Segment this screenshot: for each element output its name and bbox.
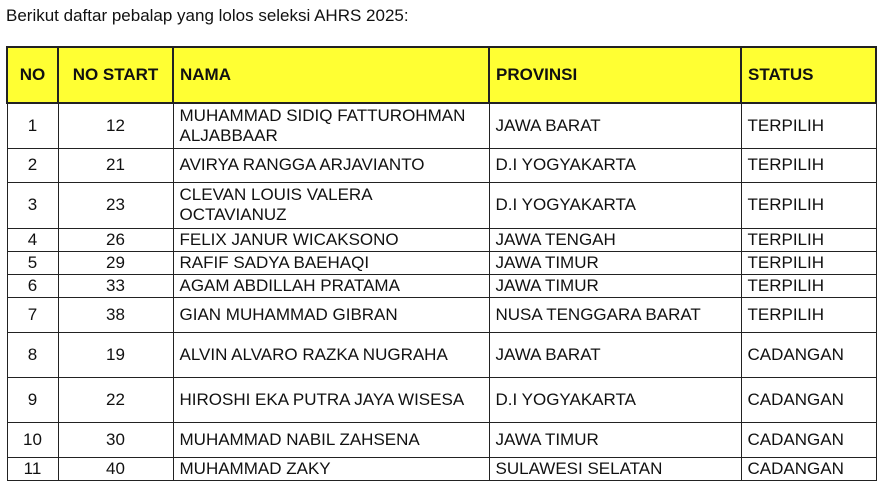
table-header — [7, 47, 876, 103]
header-provinsi: PROVINSI — [489, 47, 741, 103]
cell-nama: FELIX JANUR WICAKSONO — [173, 228, 489, 251]
table-row — [7, 103, 876, 148]
cell-no-start: 12 — [58, 103, 173, 148]
table-body — [7, 103, 876, 480]
cell-provinsi: D.I YOGYAKARTA — [489, 377, 741, 422]
cell-nama: GIAN MUHAMMAD GIBRAN — [173, 297, 489, 332]
cell-nama: MUHAMMAD NABIL ZAHSENA — [173, 422, 489, 457]
intro-text: Berikut daftar pebalap yang lolos seleksi AHRS 2025: — [6, 6, 409, 25]
table-row — [7, 377, 876, 422]
cell-nama: AGAM ABDILLAH PRATAMA — [173, 274, 489, 297]
table-row — [7, 297, 876, 332]
header-row — [7, 47, 876, 103]
cell-provinsi: D.I YOGYAKARTA — [489, 148, 741, 182]
cell-no-start: 30 — [58, 422, 173, 457]
cell-no: 3 — [7, 182, 58, 228]
cell-no: 5 — [7, 251, 58, 274]
cell-status: CADANGAN — [741, 422, 876, 457]
cell-status: CADANGAN — [741, 457, 876, 480]
cell-no: 1 — [7, 103, 58, 148]
cell-status: TERPILIH — [741, 274, 876, 297]
cell-provinsi: JAWA BARAT — [489, 103, 741, 148]
cell-no-start: 19 — [58, 332, 173, 377]
table-row — [7, 251, 876, 274]
cell-no-start: 21 — [58, 148, 173, 182]
table-row — [7, 228, 876, 251]
cell-no: 10 — [7, 422, 58, 457]
cell-status: TERPILIH — [741, 297, 876, 332]
cell-provinsi: JAWA TIMUR — [489, 422, 741, 457]
cell-nama: HIROSHI EKA PUTRA JAYA WISESA — [173, 377, 489, 422]
cell-status: TERPILIH — [741, 228, 876, 251]
cell-no: 2 — [7, 148, 58, 182]
cell-status: TERPILIH — [741, 182, 876, 228]
header-status: STATUS — [741, 47, 876, 103]
cell-nama: AVIRYA RANGGA ARJAVIANTO — [173, 148, 489, 182]
header-no-start: NO START — [58, 47, 173, 103]
header-no: NO — [7, 47, 58, 103]
header-nama: NAMA — [173, 47, 489, 103]
cell-provinsi: JAWA TENGAH — [489, 228, 741, 251]
cell-no-start: 22 — [58, 377, 173, 422]
cell-no-start: 38 — [58, 297, 173, 332]
cell-no-start: 33 — [58, 274, 173, 297]
cell-status: CADANGAN — [741, 377, 876, 422]
cell-provinsi: NUSA TENGGARA BARAT — [489, 297, 741, 332]
cell-no-start: 40 — [58, 457, 173, 480]
cell-nama: CLEVAN LOUIS VALERA OCTAVIANUZ — [173, 182, 489, 228]
cell-nama: RAFIF SADYA BAEHAQI — [173, 251, 489, 274]
table-row — [7, 148, 876, 182]
cell-nama: MUHAMMAD ZAKY — [173, 457, 489, 480]
table-row — [7, 422, 876, 457]
cell-no: 4 — [7, 228, 58, 251]
table-row — [7, 274, 876, 297]
cell-no-start: 26 — [58, 228, 173, 251]
cell-status: TERPILIH — [741, 251, 876, 274]
cell-status: TERPILIH — [741, 103, 876, 148]
cell-status: CADANGAN — [741, 332, 876, 377]
cell-provinsi: JAWA TIMUR — [489, 251, 741, 274]
cell-provinsi: D.I YOGYAKARTA — [489, 182, 741, 228]
cell-no-start: 23 — [58, 182, 173, 228]
table-row — [7, 457, 876, 480]
cell-no: 9 — [7, 377, 58, 422]
cell-no: 7 — [7, 297, 58, 332]
cell-provinsi: JAWA BARAT — [489, 332, 741, 377]
cell-no: 11 — [7, 457, 58, 480]
cell-no-start: 29 — [58, 251, 173, 274]
cell-provinsi: JAWA TIMUR — [489, 274, 741, 297]
cell-provinsi: SULAWESI SELATAN — [489, 457, 741, 480]
cell-no: 6 — [7, 274, 58, 297]
cell-nama: ALVIN ALVARO RAZKA NUGRAHA — [173, 332, 489, 377]
table-row — [7, 332, 876, 377]
table-row — [7, 182, 876, 228]
cell-no: 8 — [7, 332, 58, 377]
cell-status: TERPILIH — [741, 148, 876, 182]
racer-selection-table — [6, 46, 877, 481]
cell-nama: MUHAMMAD SIDIQ FATTUROHMAN ALJABBAAR — [173, 103, 489, 148]
